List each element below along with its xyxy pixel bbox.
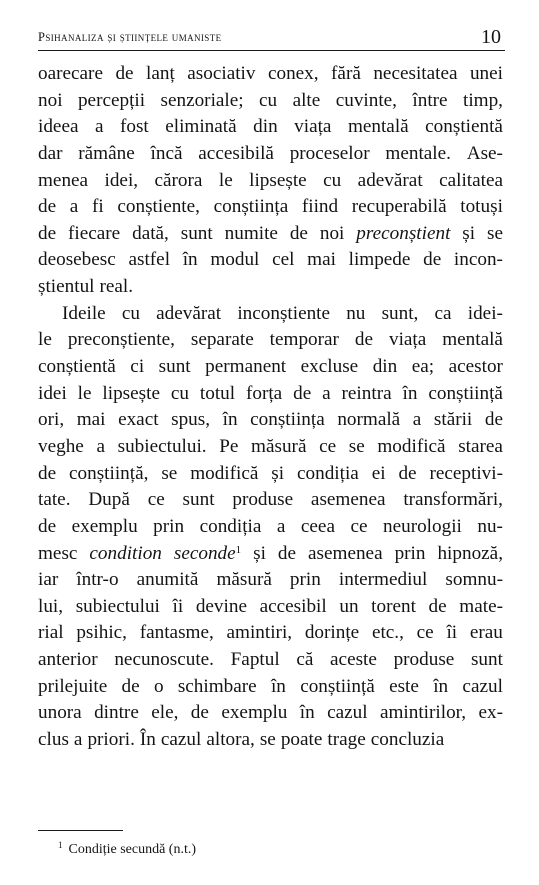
running-title: Psihanaliza și științele umaniste	[38, 30, 222, 44]
word: accesibil	[259, 595, 327, 617]
text-line	[38, 274, 503, 301]
word: ideea	[38, 116, 79, 138]
word: condiția	[199, 515, 262, 537]
footnote-text: Condiție secundă (n.t.)	[68, 842, 197, 857]
word: un	[339, 595, 359, 617]
word: stării	[433, 409, 473, 431]
word: tate.	[38, 489, 71, 511]
text-line	[38, 620, 503, 647]
word: anumită	[136, 569, 199, 591]
word: încă	[150, 142, 183, 164]
word: conștiința	[213, 196, 289, 218]
word: cu	[259, 89, 278, 111]
word: subiectului	[75, 595, 160, 617]
word: se	[161, 462, 178, 484]
footnote	[58, 842, 196, 858]
word: După	[88, 489, 130, 511]
word: conex,	[267, 63, 319, 84]
text-line	[38, 594, 503, 621]
word: prilejuite	[38, 675, 108, 697]
text-line	[38, 381, 503, 408]
word: de	[190, 702, 209, 724]
word: măsură	[251, 435, 307, 457]
word: acestor	[448, 356, 503, 378]
word: dată,	[132, 222, 169, 244]
word: nu	[346, 302, 366, 324]
word: preconștiente,	[67, 329, 175, 351]
word: temporar	[269, 329, 339, 351]
word: de	[38, 222, 57, 244]
word: ce	[350, 515, 368, 537]
word: ex-	[478, 702, 503, 724]
word: în	[402, 382, 418, 404]
word: prin	[394, 542, 426, 564]
word: anterior	[38, 649, 98, 671]
word: exemplu	[221, 702, 288, 724]
word: rial	[38, 622, 64, 644]
word: etc.,	[371, 622, 404, 644]
word: aceste	[330, 649, 377, 671]
word: clus	[38, 729, 69, 751]
word: mentale.	[385, 142, 451, 164]
text-line	[38, 114, 503, 141]
word: altora,	[206, 729, 255, 751]
word: că	[296, 649, 314, 671]
word: conștiință	[300, 675, 375, 697]
word: viața	[294, 116, 332, 138]
body-text	[38, 61, 503, 754]
page-number: 10	[481, 26, 501, 48]
word: condition	[89, 542, 162, 564]
text-line	[38, 461, 503, 488]
word: trage	[327, 729, 366, 751]
word: a	[276, 515, 286, 537]
word: exact	[118, 409, 159, 431]
word: măsură	[216, 569, 272, 591]
word: în	[222, 409, 238, 431]
word: modul	[210, 249, 260, 271]
word: devine	[195, 595, 247, 617]
word: le	[38, 329, 52, 351]
text-line	[38, 327, 503, 354]
footnote-marker: 1	[58, 840, 63, 850]
word: alte	[292, 89, 321, 111]
text-line	[38, 407, 503, 434]
text-line	[38, 301, 503, 328]
word: și	[462, 222, 476, 244]
word: fantasme,	[139, 622, 214, 644]
word: permanent	[205, 356, 287, 378]
word: cu	[170, 382, 189, 404]
word: Faptul	[230, 649, 280, 671]
word: amintirilor,	[379, 702, 467, 724]
word: erau	[469, 622, 503, 644]
word: a	[322, 382, 331, 404]
word: neurologii	[382, 515, 462, 537]
word: menea	[38, 169, 89, 191]
word: le	[218, 169, 233, 191]
word: schimbare	[177, 675, 257, 697]
word: idei	[38, 382, 67, 404]
word: de	[38, 515, 57, 537]
word: amintiri,	[226, 622, 293, 644]
word: sunt	[470, 649, 503, 671]
word: ca	[434, 302, 452, 324]
word: hipnoză,	[437, 542, 503, 564]
word: dorințe	[304, 622, 360, 644]
word: între	[412, 89, 448, 111]
word: cazul	[160, 729, 202, 751]
word: se	[348, 435, 365, 457]
word: în	[270, 675, 286, 697]
text-line	[38, 567, 503, 594]
word: normală	[337, 409, 401, 431]
word: cu	[323, 169, 342, 191]
word: mentală	[442, 329, 503, 351]
word: cărora	[154, 169, 203, 191]
word: ei	[371, 462, 386, 484]
word: Ase-	[466, 142, 503, 164]
word: eliminată	[165, 116, 237, 138]
word: asemenea	[310, 489, 386, 511]
word: recuperabilă	[351, 196, 447, 218]
word: senzoriale;	[160, 89, 244, 111]
word: iar	[38, 569, 59, 591]
word: știentul	[38, 276, 95, 298]
word: Pe	[219, 435, 239, 457]
word: a	[96, 435, 105, 457]
word: În	[139, 729, 156, 751]
word: ori,	[38, 409, 65, 431]
word: numite	[224, 222, 278, 244]
text-line	[38, 88, 503, 115]
footnote-rule	[38, 830, 123, 831]
word: preconștient	[356, 222, 451, 244]
word: cazul	[327, 702, 368, 724]
word: exemplu	[71, 515, 138, 537]
word: de	[293, 382, 312, 404]
text-line	[38, 141, 503, 168]
word: ci	[130, 356, 145, 378]
word: separate	[190, 329, 254, 351]
word: astfel	[128, 249, 171, 271]
text-line	[38, 221, 503, 248]
word: cel	[272, 249, 295, 271]
word: conștiința	[250, 409, 325, 431]
text-line	[38, 61, 503, 88]
word: ele,	[151, 702, 179, 724]
word: limpede	[348, 249, 411, 271]
word: viața	[388, 329, 427, 351]
word: conștientă	[38, 356, 116, 378]
word: necunoscute.	[114, 649, 214, 671]
word: din	[253, 116, 278, 138]
word: mesc	[38, 542, 78, 564]
word: Ideile	[62, 302, 106, 324]
text-line	[38, 647, 503, 674]
word: adevărat	[357, 169, 423, 191]
word: și	[271, 462, 285, 484]
word: intermediul	[338, 569, 428, 591]
word: a	[69, 196, 79, 218]
word: produse	[393, 649, 455, 671]
word: într-o	[76, 569, 119, 591]
word: real.	[99, 276, 134, 298]
word: o	[153, 675, 164, 697]
word: în	[433, 675, 449, 697]
text-line	[38, 354, 503, 381]
word: adevărat	[156, 302, 222, 324]
word: oarecare	[38, 63, 103, 84]
word: fost	[119, 116, 149, 138]
word: ce	[319, 435, 337, 457]
word: sunt	[182, 489, 215, 511]
text-line	[38, 727, 503, 754]
word: idei,	[104, 169, 139, 191]
word: deosebesc	[38, 249, 116, 271]
word: de	[423, 249, 442, 271]
word: de	[398, 462, 417, 484]
word: din	[372, 356, 398, 378]
text-line	[38, 194, 503, 221]
word: de	[38, 196, 57, 218]
word: totuși	[460, 196, 503, 218]
word: prin	[153, 515, 185, 537]
word: se	[487, 222, 503, 244]
word: de	[289, 222, 308, 244]
word: fiind	[301, 196, 339, 218]
word: și	[253, 542, 266, 564]
word: fiecare	[68, 222, 121, 244]
word: îi	[172, 595, 184, 617]
word: transformări,	[403, 489, 503, 511]
word: prin	[289, 569, 321, 591]
word: ceea	[300, 515, 335, 537]
word: este	[389, 675, 419, 697]
word: a	[94, 116, 104, 138]
word: asemenea	[308, 542, 383, 564]
word: de	[121, 675, 140, 697]
word: cazul	[462, 675, 503, 697]
text-line	[38, 541, 503, 568]
word: conștientă	[425, 116, 503, 138]
word: totul	[199, 382, 236, 404]
word: fi	[91, 196, 104, 218]
word: dar	[38, 142, 63, 164]
word: calitatea	[439, 169, 503, 191]
word: dintre	[94, 702, 139, 724]
word: ea;	[411, 356, 435, 378]
word: reintra	[341, 382, 392, 404]
word: mai	[307, 249, 336, 271]
word: de	[428, 595, 447, 617]
word: starea	[458, 435, 503, 457]
word: modifică	[190, 462, 259, 484]
word: se	[259, 729, 276, 751]
word: torent	[371, 595, 416, 617]
word: în	[299, 702, 315, 724]
word: sunt,	[381, 302, 419, 324]
word: noi	[319, 222, 345, 244]
word: de	[484, 409, 503, 431]
word: conștiente,	[117, 196, 200, 218]
word: proceselor	[289, 142, 370, 164]
word: forța	[245, 382, 283, 404]
word: nu-	[477, 515, 503, 537]
word: mai	[76, 409, 106, 431]
word: cuvinte,	[335, 89, 397, 111]
word: condiția	[296, 462, 359, 484]
footnote-reference: 1	[235, 543, 242, 556]
word: accesibilă	[198, 142, 274, 164]
word: spus,	[171, 409, 211, 431]
word: unora	[38, 702, 82, 724]
word: priori.	[87, 729, 135, 751]
word: inconștiente	[237, 302, 331, 324]
word: îi	[446, 622, 458, 644]
word: rămâne	[78, 142, 135, 164]
word: idei-	[467, 302, 503, 324]
text-line	[38, 434, 503, 461]
word: sunt	[158, 356, 191, 378]
text-line	[38, 514, 503, 541]
word: necesitatea	[373, 63, 458, 84]
word: subiectului.	[117, 435, 207, 457]
word: receptivi-	[429, 462, 503, 484]
word: lanț	[146, 63, 175, 84]
word: percepții	[77, 89, 146, 111]
word: mate-	[459, 595, 503, 617]
word: mentală	[347, 116, 409, 138]
word: lipsește	[249, 169, 307, 191]
text-line	[38, 487, 503, 514]
word: lui,	[38, 595, 64, 617]
word: conștiință	[428, 382, 503, 404]
word: lipsește	[102, 382, 160, 404]
word: noi	[38, 89, 63, 111]
word: poate	[280, 729, 323, 751]
word: seconde$^1$	[173, 542, 242, 564]
word: produse	[232, 489, 294, 511]
word: somnu-	[445, 569, 503, 591]
word: le	[77, 382, 92, 404]
word: asociativ	[187, 63, 256, 84]
word: de	[115, 63, 134, 84]
word: modifică	[377, 435, 446, 457]
word: de	[277, 542, 297, 564]
word: ce	[147, 489, 165, 511]
word: unei	[469, 63, 503, 84]
text-line	[38, 168, 503, 195]
text-line	[38, 700, 503, 727]
word: incon-	[453, 249, 503, 271]
word: excluse	[300, 356, 359, 378]
text-line	[38, 247, 503, 274]
word: concluzia	[370, 729, 445, 751]
word: timp,	[463, 89, 503, 111]
word: a	[412, 409, 422, 431]
word: psihic,	[76, 622, 127, 644]
text-line	[38, 674, 503, 701]
word: de	[354, 329, 374, 351]
word: fără	[331, 63, 361, 84]
word: de	[38, 462, 57, 484]
word: în	[182, 249, 198, 271]
running-header	[38, 28, 505, 51]
word: sunt	[180, 222, 213, 244]
word: conștiință,	[69, 462, 149, 484]
word: cu	[121, 302, 140, 324]
word: a	[73, 729, 83, 751]
word: ce	[416, 622, 434, 644]
word: veghe	[38, 435, 84, 457]
